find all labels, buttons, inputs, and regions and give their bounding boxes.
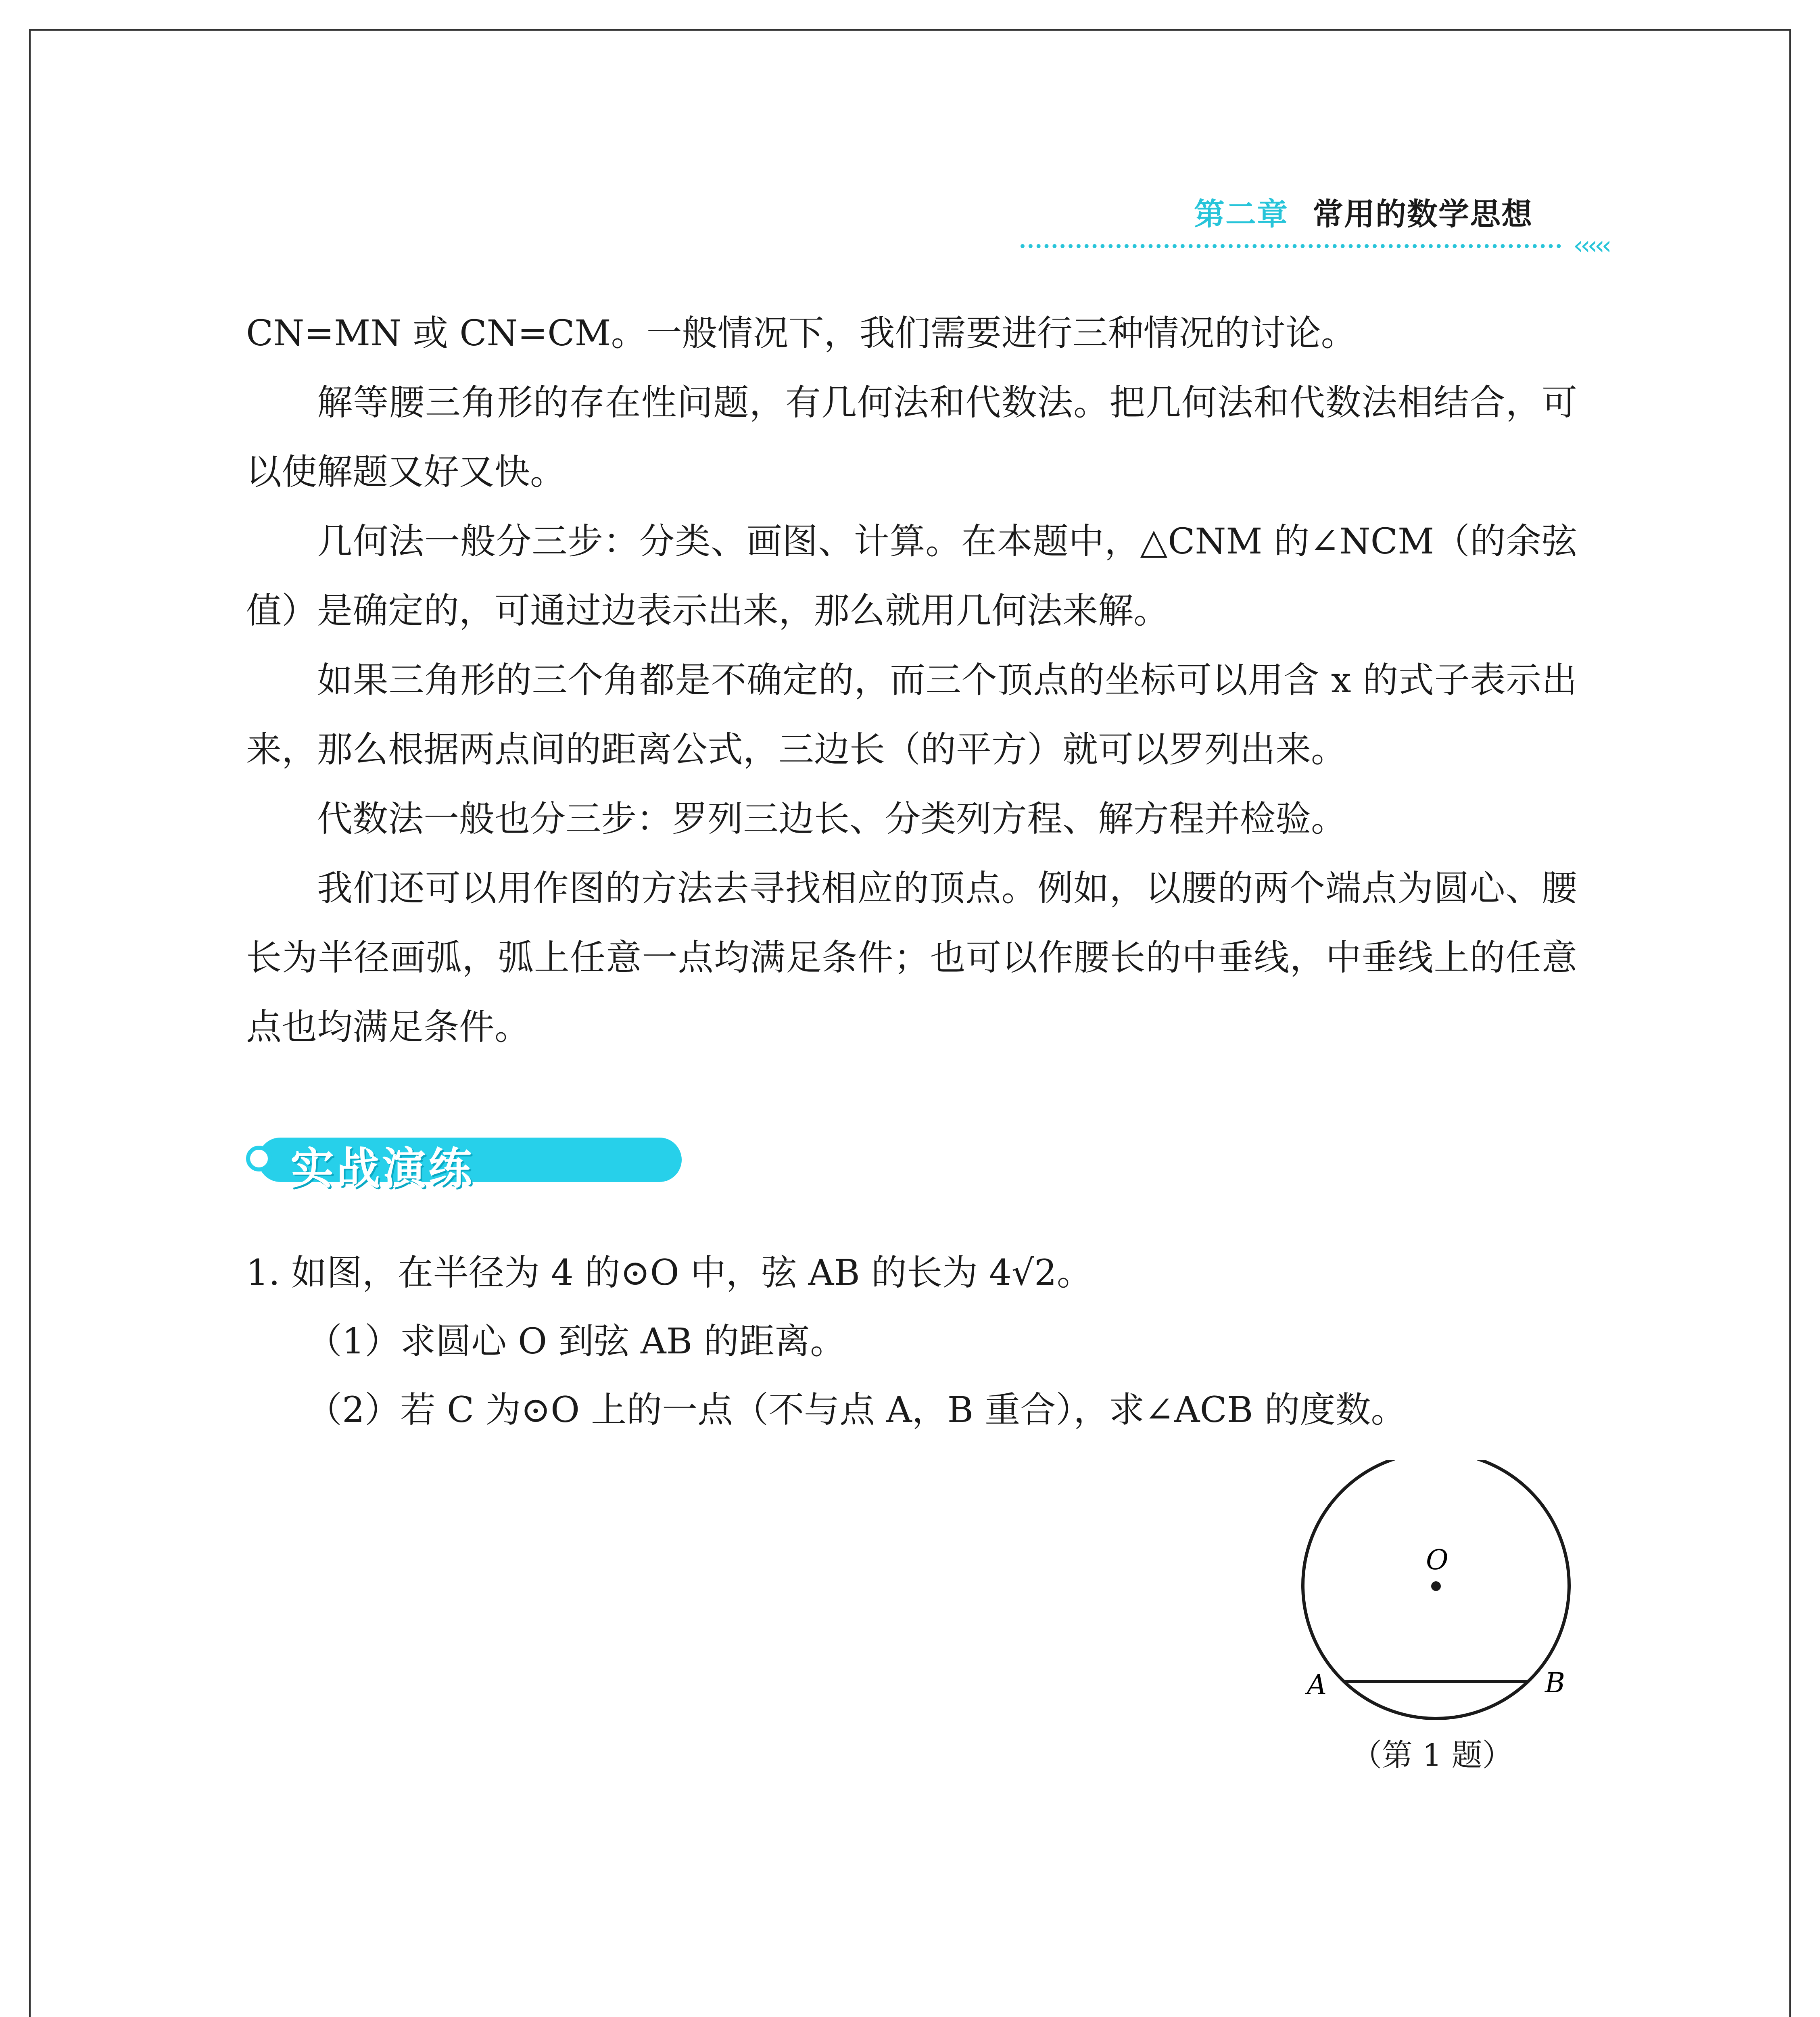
chapter-header xyxy=(1194,190,1533,234)
section-dot-icon xyxy=(246,1146,272,1171)
paragraph-4: 如果三角形的三个角都是不确定的，而三个顶点的坐标可以用含 x 的式子表示出来，那么根据两点间的距离公式，三边长（的平方）就可以罗列出来。 xyxy=(246,659,1577,770)
figure-caption: （第 1 题） xyxy=(1351,1737,1513,1773)
label-a: A xyxy=(1307,1669,1327,1701)
paragraph-2: 解等腰三角形的存在性问题，有几何法和代数法。把几何法和代数法相结合，可以使解题又好又快。 xyxy=(246,382,1577,493)
center-point xyxy=(1431,1581,1441,1591)
label-b: B xyxy=(1545,1667,1565,1699)
label-o: O xyxy=(1426,1544,1448,1576)
question-part-2: （2）若 C 为⊙O 上的一点（不与点 A，B 重合），求∠ACB 的度数。 xyxy=(307,1389,1407,1430)
paragraph-5: 代数法一般也分三步：罗列三边长、分类列方程、解方程并检验。 xyxy=(317,798,1347,839)
section-title: 实战演练 xyxy=(290,1144,475,1194)
paragraph-1: CN=MN 或 CN=CM。一般情况下，我们需要进行三种情况的讨论。 xyxy=(246,312,1357,354)
question-part-1: （1）求圆心 O 到弦 AB 的距离。 xyxy=(307,1320,846,1362)
chapter-title: 常用的数学思想 xyxy=(1313,196,1533,232)
header-dotted-rule xyxy=(1021,244,1561,248)
question-stem: 1. 如图，在半径为 4 的⊙O 中，弦 AB 的长为 4√2。 xyxy=(246,1252,1092,1293)
paragraph-3: 几何法一般分三步：分类、画图、计算。在本题中，△CNM 的∠NCM（的余弦值）是确定的，可通过边表示出来，那么就用几何法来解。 xyxy=(246,520,1577,631)
chapter-number: 第二章 xyxy=(1194,196,1288,232)
chevron-decoration-icon: ‹‹‹‹‹ xyxy=(1573,231,1609,261)
paragraph-6: 我们还可以用作图的方法去寻找相应的顶点。例如，以腰的两个端点为圆心、腰长为半径画弧，弧上任意一点均满足条件；也可以作腰长的中垂线，中垂线上的任意点也均满足条件。 xyxy=(246,867,1577,1048)
